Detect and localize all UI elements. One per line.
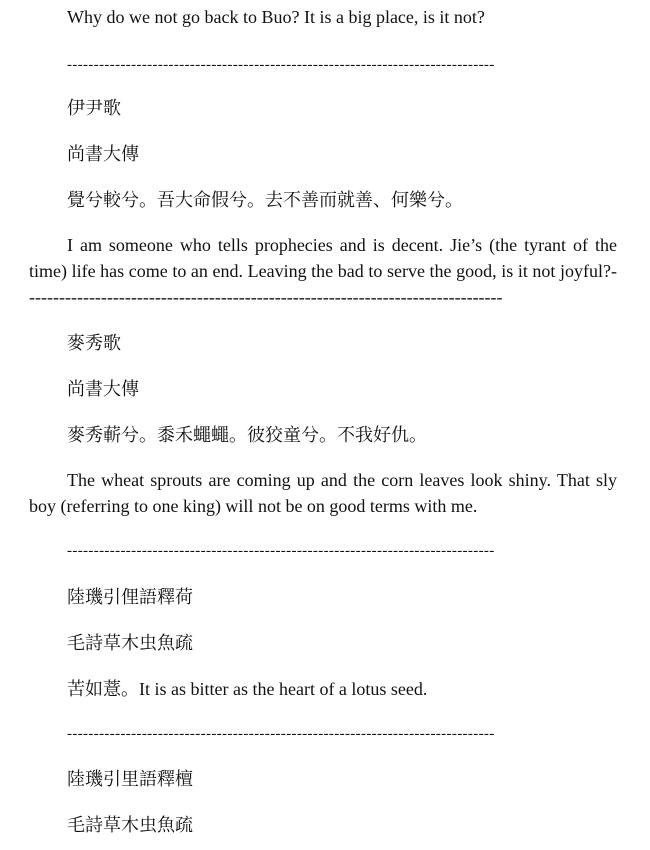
source-title: 毛詩草木虫魚疏 [67,633,193,653]
separator-rule: -------------------------------------------------------------------------------- [67,726,495,742]
separator-rule: -------------------------------------------------------------------------------- [67,57,495,73]
poem-text-chinese: 麥秀蔪兮。黍禾蠅蠅。彼狡童兮。不我好仇。 [67,425,427,445]
translation-paragraph [29,467,617,519]
source-title: 毛詩草木虫魚疏 [67,815,193,835]
poem-title-yiyin: 伊尹歌 [67,98,121,118]
entry-title-he: 陸璣引俚語釋荷 [67,587,193,607]
source-title: 尚書大傳 [67,379,139,399]
entry-text-mixed: 苦如薏。It is as bitter as the heart of a lotus seed. [67,679,428,699]
poem-title-maixiu: 麥秀歌 [67,333,121,353]
translation-paragraph [29,232,617,310]
entry-title-tan: 陸璣引里語釋檀 [67,769,193,789]
translation-text: The wheat sprouts are coming up and the corn leaves look shiny. That sly boy (referring to one king) will not be on good terms with me. [29,470,617,516]
separator-rule: -------------------------------------------------------------------------------- [67,543,495,559]
source-title: 尚書大傳 [67,144,139,164]
text-line-buo-question: Why do we not go back to Buo? It is a big place, is it not? [67,7,485,27]
poem-text-chinese: 覺兮較兮。吾大命假兮。去不善而就善、何樂兮。 [67,190,463,210]
translation-text: I am someone who tells prophecies and is decent. Jie’s (the tyrant of the time) life has come to an end. Leaving the bad to serve the good, is it not joyful?-------------------------------------------------------------------------------- [29,235,617,307]
